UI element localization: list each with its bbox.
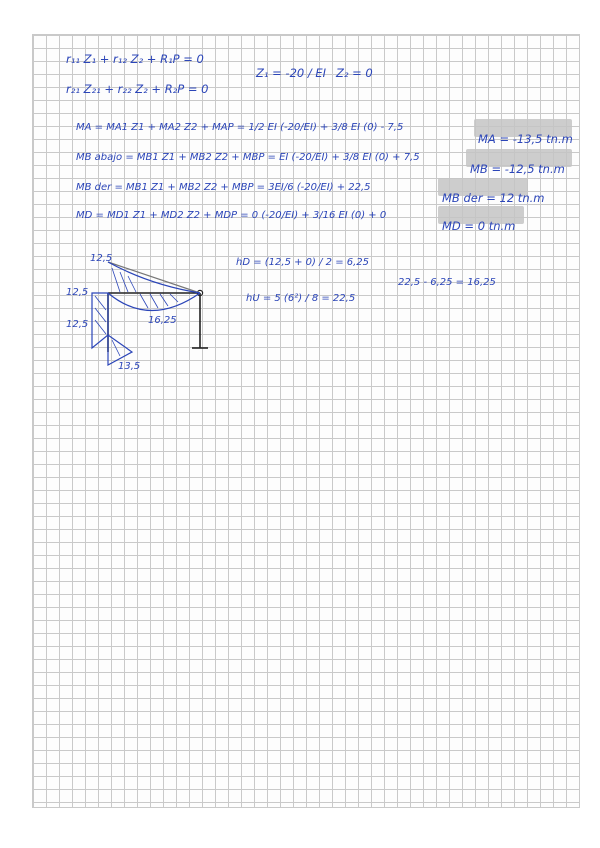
- system-equation-2: r₂₁ Z₂₁ + r₂₂ Z₂ + R₂P = 0: [66, 82, 209, 96]
- mb-der-result: MB der = 12 tn.m: [442, 190, 545, 205]
- side-calc-h1: hD = (12,5 + 0) / 2 = 6,25: [236, 257, 370, 268]
- z1-solution: Z₁ = -20 / EI: [256, 66, 327, 80]
- mb-der-expression: MB der = MB1 Z1 + MB2 Z2 + MBP = 3EI/6 (-20/EI) + 22,5: [76, 182, 371, 193]
- md-expression: MD = MD1 Z1 + MD2 Z2 + MDP = 0 (-20/EI) + 3/16 EI (0) + 0: [76, 210, 387, 221]
- ma-result: MA = -13,5 tn.m: [478, 131, 573, 146]
- mb-abajo-result: MB = -12,5 tn.m: [470, 161, 565, 176]
- column-moment-area: [92, 293, 108, 348]
- md-result: MD = 0 tn.m: [442, 218, 516, 233]
- ma-expression: MA = MA1 Z1 + MA2 Z2 + MAP = 1/2 EI (-20/EI) + 3/8 EI (0) - 7,5: [76, 122, 404, 133]
- diagram-label-beam: 16,25: [148, 315, 177, 326]
- z2-solution: Z₂ = 0: [336, 66, 373, 80]
- side-calc-result: 22,5 - 6,25 = 16,25: [398, 277, 496, 288]
- diagram-label-bottom: 13,5: [118, 361, 141, 372]
- system-equation-1: r₁₁ Z₁ + r₁₂ Z₂ + R₁P = 0: [66, 52, 204, 66]
- mb-abajo-expression: MB abajo = MB1 Z1 + MB2 Z2 + MBP = EI (-20/EI) + 3/8 EI (0) + 7,5: [76, 152, 420, 163]
- diagram-label-top: 12,5: [90, 253, 113, 264]
- side-calc-h2: hU = 5 (6²) / 8 = 22,5: [246, 293, 356, 304]
- diagram-label-left: 12,5: [66, 287, 89, 298]
- diagram-label-mid: 12,5: [66, 319, 89, 330]
